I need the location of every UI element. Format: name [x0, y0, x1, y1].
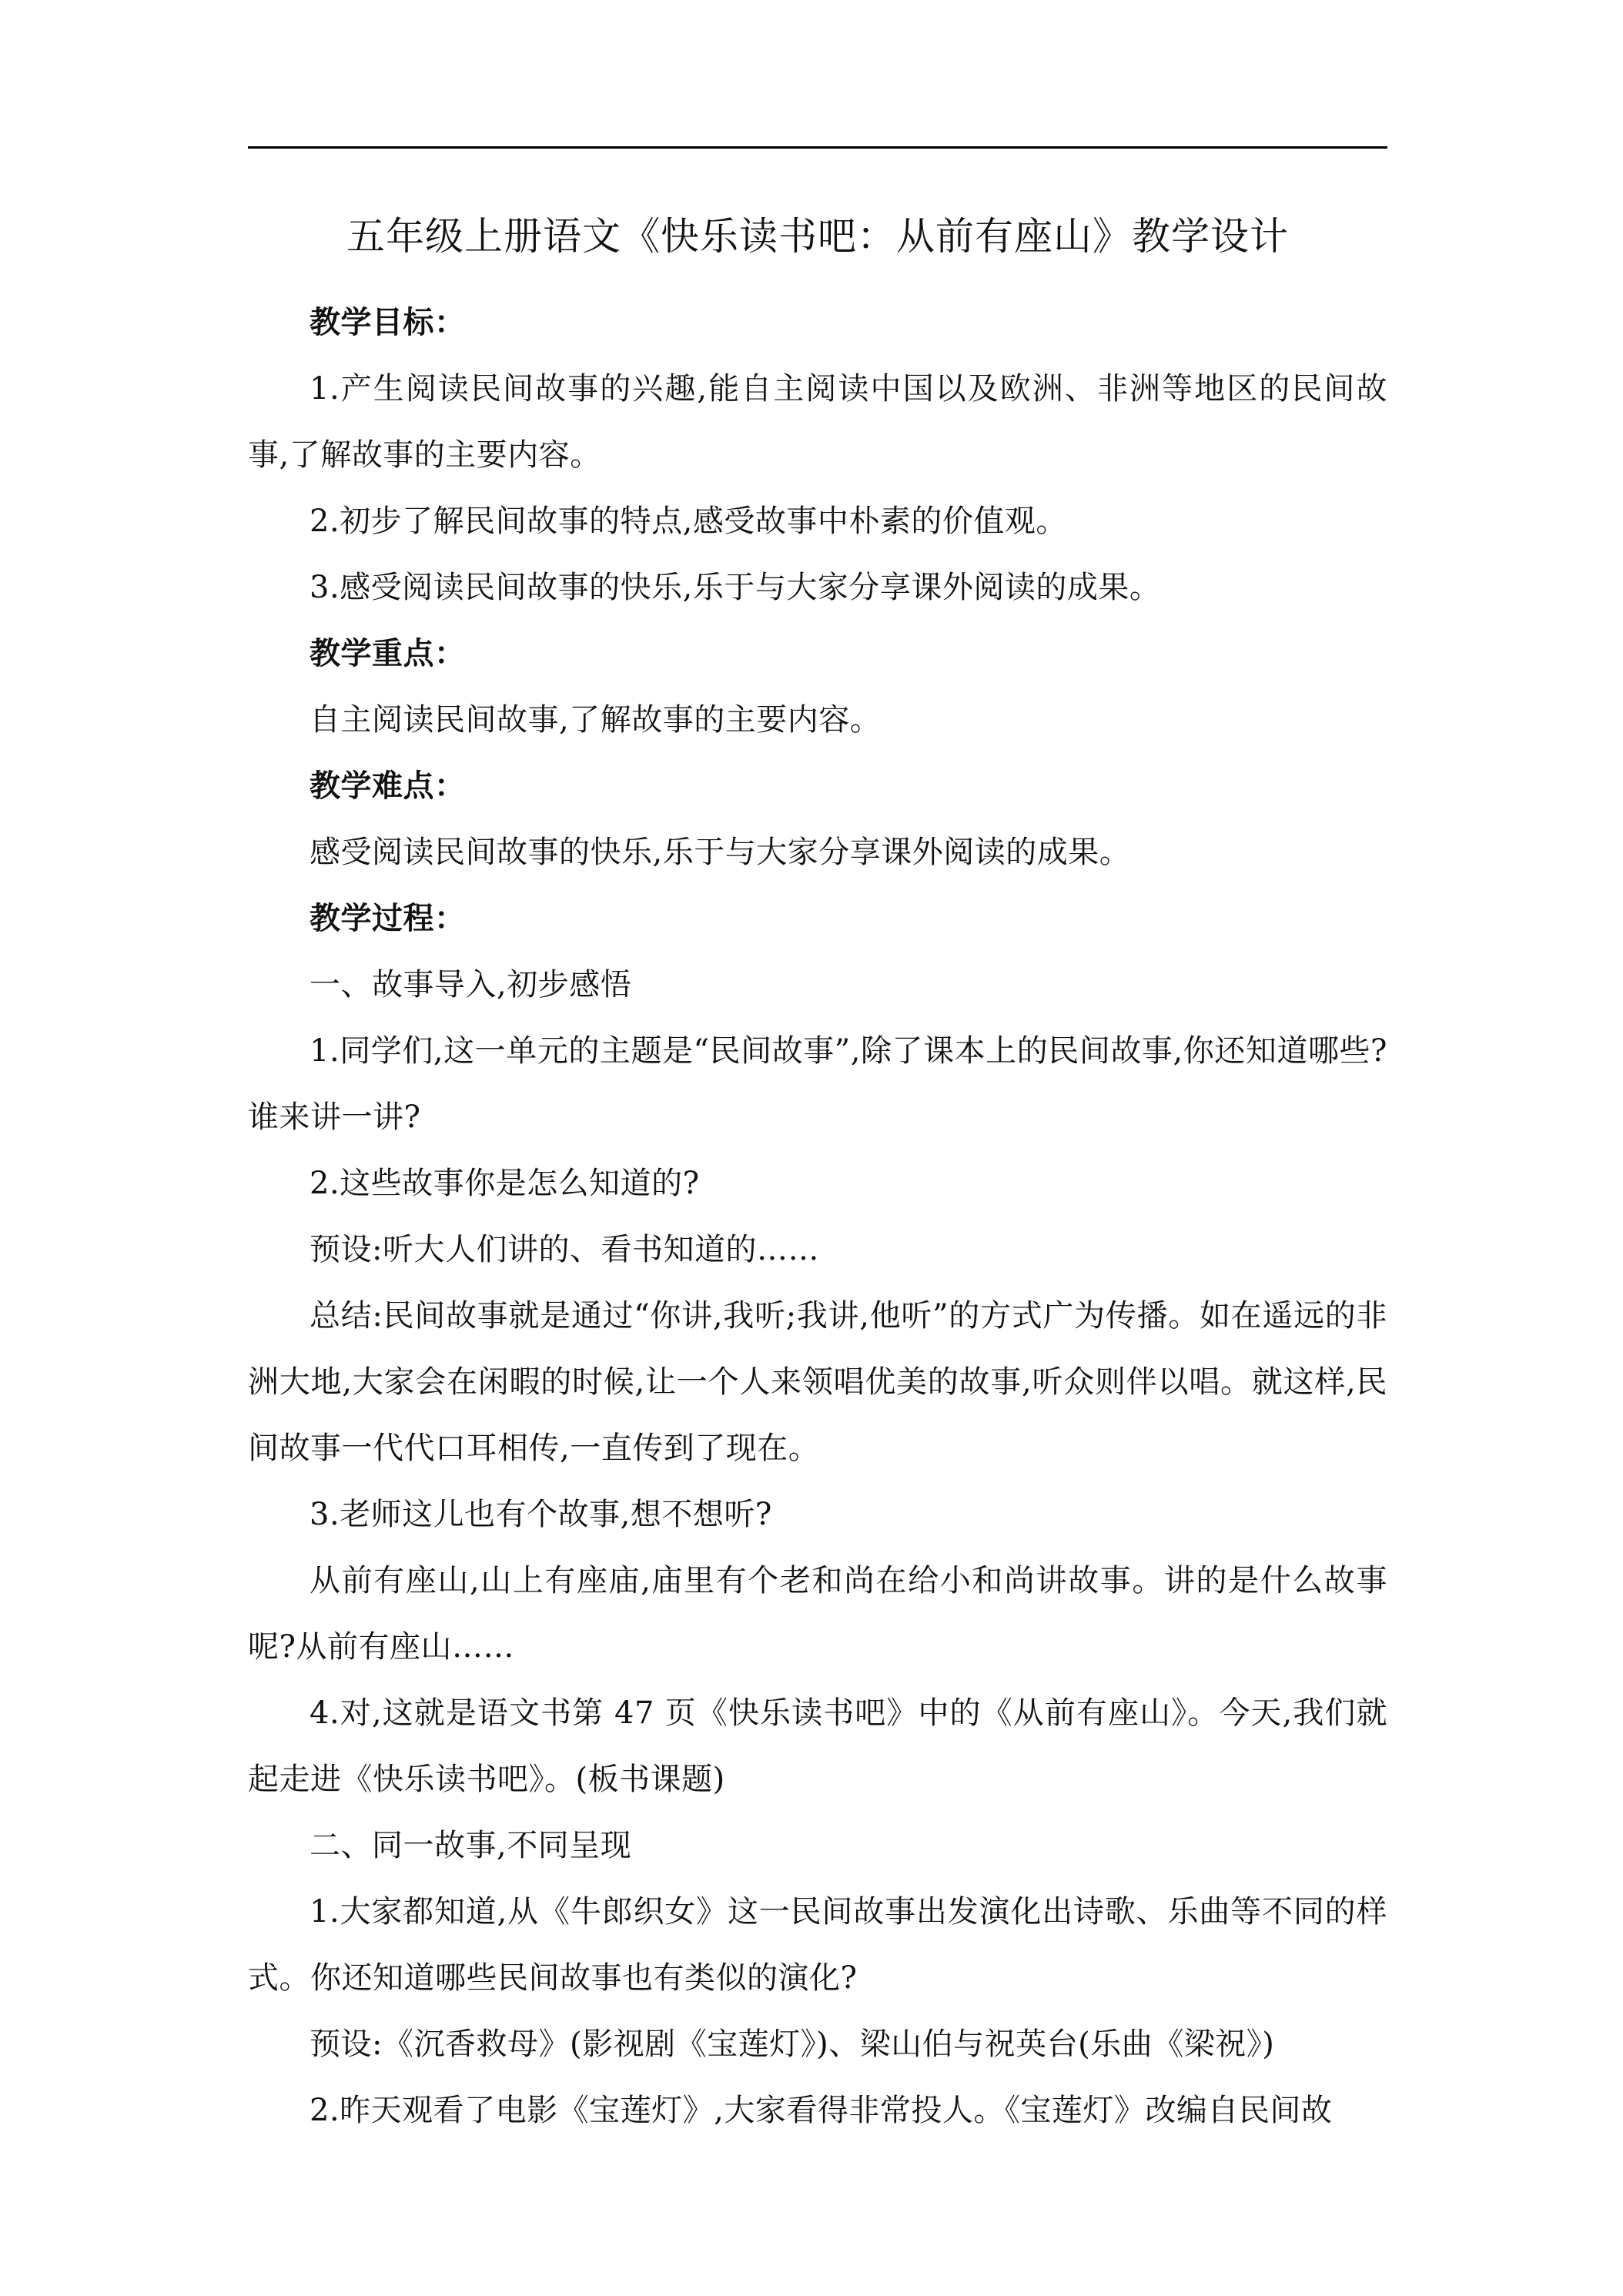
section-heading-key-points: 教学重点：	[310, 635, 466, 671]
process-step-1: 1.同学们,这一单元的主题是“民间故事”,除了课本上的民间故事,你还知道哪些?谁来讲一讲?	[248, 1033, 1387, 1135]
key-point-text: 自主阅读民间故事,了解故事的主要内容。	[310, 702, 882, 738]
document-title: 五年级上册语文《快乐读书吧：从前有座山》教学设计	[346, 214, 1289, 259]
process-part-1-title: 一、故事导入,初步感悟	[310, 967, 632, 1002]
process-part-2-step-1: 1.大家都知道,从《牛郎织女》这一民间故事出发演化出诗歌、乐曲等不同的样式。你还知道哪些民间故事也有类似的演化?	[248, 1894, 1387, 1996]
difficulty-text: 感受阅读民间故事的快乐,乐于与大家分享课外阅读的成果。	[310, 835, 1131, 870]
preset-answer-2: 预设:《沉香救母》(影视剧《宝莲灯》)、梁山伯与祝英台(乐曲《梁祝》)	[310, 2027, 1275, 2062]
section-heading-process: 教学过程：	[310, 900, 466, 936]
section-heading-difficulties: 教学难点：	[310, 768, 466, 804]
process-step-4: 4.对,这就是语文书第 47 页《快乐读书吧》中的《从前有座山》。今天,我们就起走进《快乐读书吧》。(板书课题)	[248, 1695, 1387, 1797]
section-heading-objectives: 教学目标：	[310, 304, 466, 340]
document-body	[248, 290, 1387, 2144]
process-part-2-step-2: 2.昨天观看了电影《宝莲灯》,大家看得非常投人。《宝莲灯》改编自民间故	[310, 2093, 1333, 2128]
header-rule	[248, 146, 1387, 149]
story-paragraph: 从前有座山,山上有座庙,庙里有个老和尚在给小和尚讲故事。讲的是什么故事呢?从前有座山……	[248, 1563, 1387, 1665]
summary-paragraph: 总结:民间故事就是通过“你讲,我听;我讲,他听”的方式广为传播。如在遥远的非洲大地,大家会在闲暇的时候,让一个人来领唱优美的故事,听众则伴以唱。就这样,民间故事一代代口耳相传,一直传到了现在。	[248, 1298, 1387, 1466]
objective-2: 2.初步了解民间故事的特点,感受故事中朴素的价值观。	[310, 504, 1067, 539]
objective-3: 3.感受阅读民间故事的快乐,乐于与大家分享课外阅读的成果。	[310, 570, 1161, 605]
objective-1: 1.产生阅读民间故事的兴趣,能自主阅读中国以及欧洲、非洲等地区的民间故事,了解故事的主要内容。	[248, 371, 1387, 473]
preset-answer-1: 预设:听大人们讲的、看书知道的……	[310, 1232, 819, 1267]
process-part-2-title: 二、同一故事,不同呈现	[310, 1828, 632, 1863]
process-step-3: 3.老师这儿也有个故事,想不想听?	[310, 1497, 772, 1532]
process-step-2: 2.这些故事你是怎么知道的?	[310, 1166, 700, 1201]
